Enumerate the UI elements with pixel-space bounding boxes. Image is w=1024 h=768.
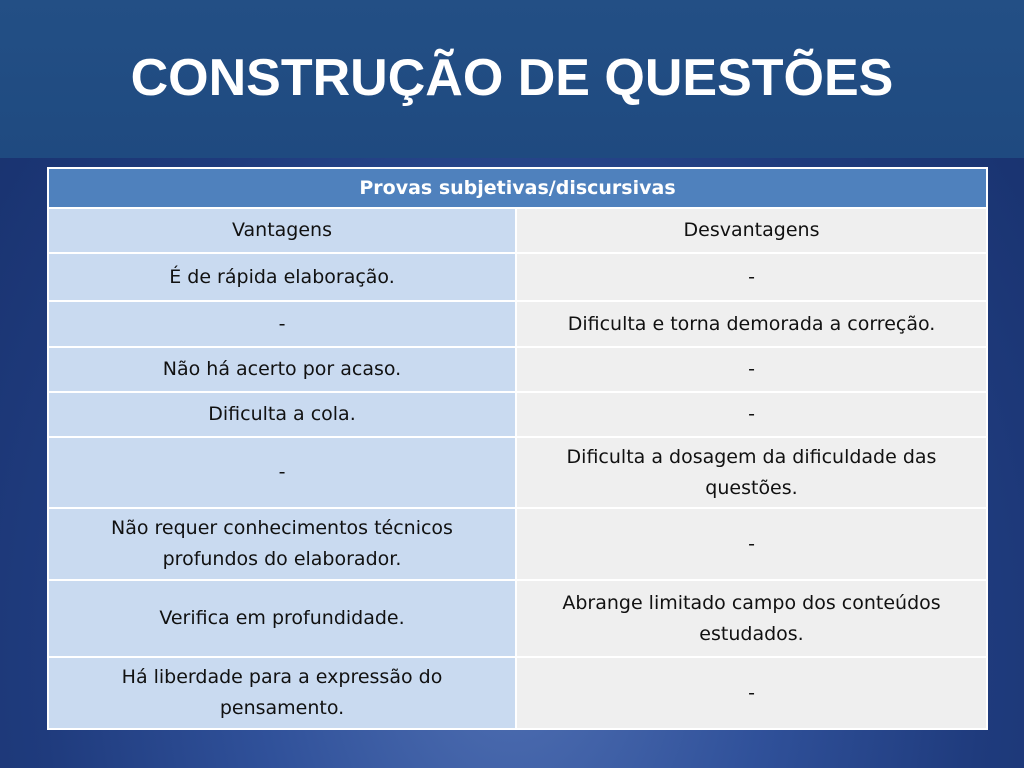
cell-vantagem: Há liberdade para a expressão do pensamento. <box>48 657 516 729</box>
cell-vantagem: Não requer conhecimentos técnicos profundos do elaborador. <box>48 508 516 580</box>
table-row <box>48 508 987 580</box>
table-row <box>48 437 987 508</box>
table-row <box>48 253 987 301</box>
cell-desvantagem: - <box>516 657 987 729</box>
cell-vantagem: Não há acerto por acaso. <box>48 347 516 392</box>
table-row <box>48 392 987 437</box>
cell-desvantagem: Dificulta a dosagem da dificuldade das questões. <box>516 437 987 508</box>
column-header-desvantagens: Desvantagens <box>516 208 987 253</box>
cell-desvantagem: - <box>516 253 987 301</box>
table-row <box>48 347 987 392</box>
cell-desvantagem: Abrange limitado campo dos conteúdos estudados. <box>516 580 987 657</box>
table-row <box>48 301 987 347</box>
cell-vantagem: - <box>48 437 516 508</box>
cell-desvantagem: - <box>516 347 987 392</box>
cell-desvantagem: - <box>516 508 987 580</box>
cell-desvantagem: Dificulta e torna demorada a correção. <box>516 301 987 347</box>
table-row <box>48 580 987 657</box>
comparison-table <box>47 167 988 730</box>
cell-desvantagem: - <box>516 392 987 437</box>
column-header-row <box>48 208 987 253</box>
column-header-vantagens: Vantagens <box>48 208 516 253</box>
cell-vantagem: - <box>48 301 516 347</box>
cell-vantagem: Dificulta a cola. <box>48 392 516 437</box>
title-band <box>0 0 1024 158</box>
cell-vantagem: Verifica em profundidade. <box>48 580 516 657</box>
table-header: Provas subjetivas/discursivas <box>48 168 987 208</box>
table-row <box>48 657 987 729</box>
table-header-row <box>48 168 987 208</box>
slide-title: CONSTRUÇÃO DE QUESTÕES <box>130 49 894 107</box>
cell-vantagem: É de rápida elaboração. <box>48 253 516 301</box>
